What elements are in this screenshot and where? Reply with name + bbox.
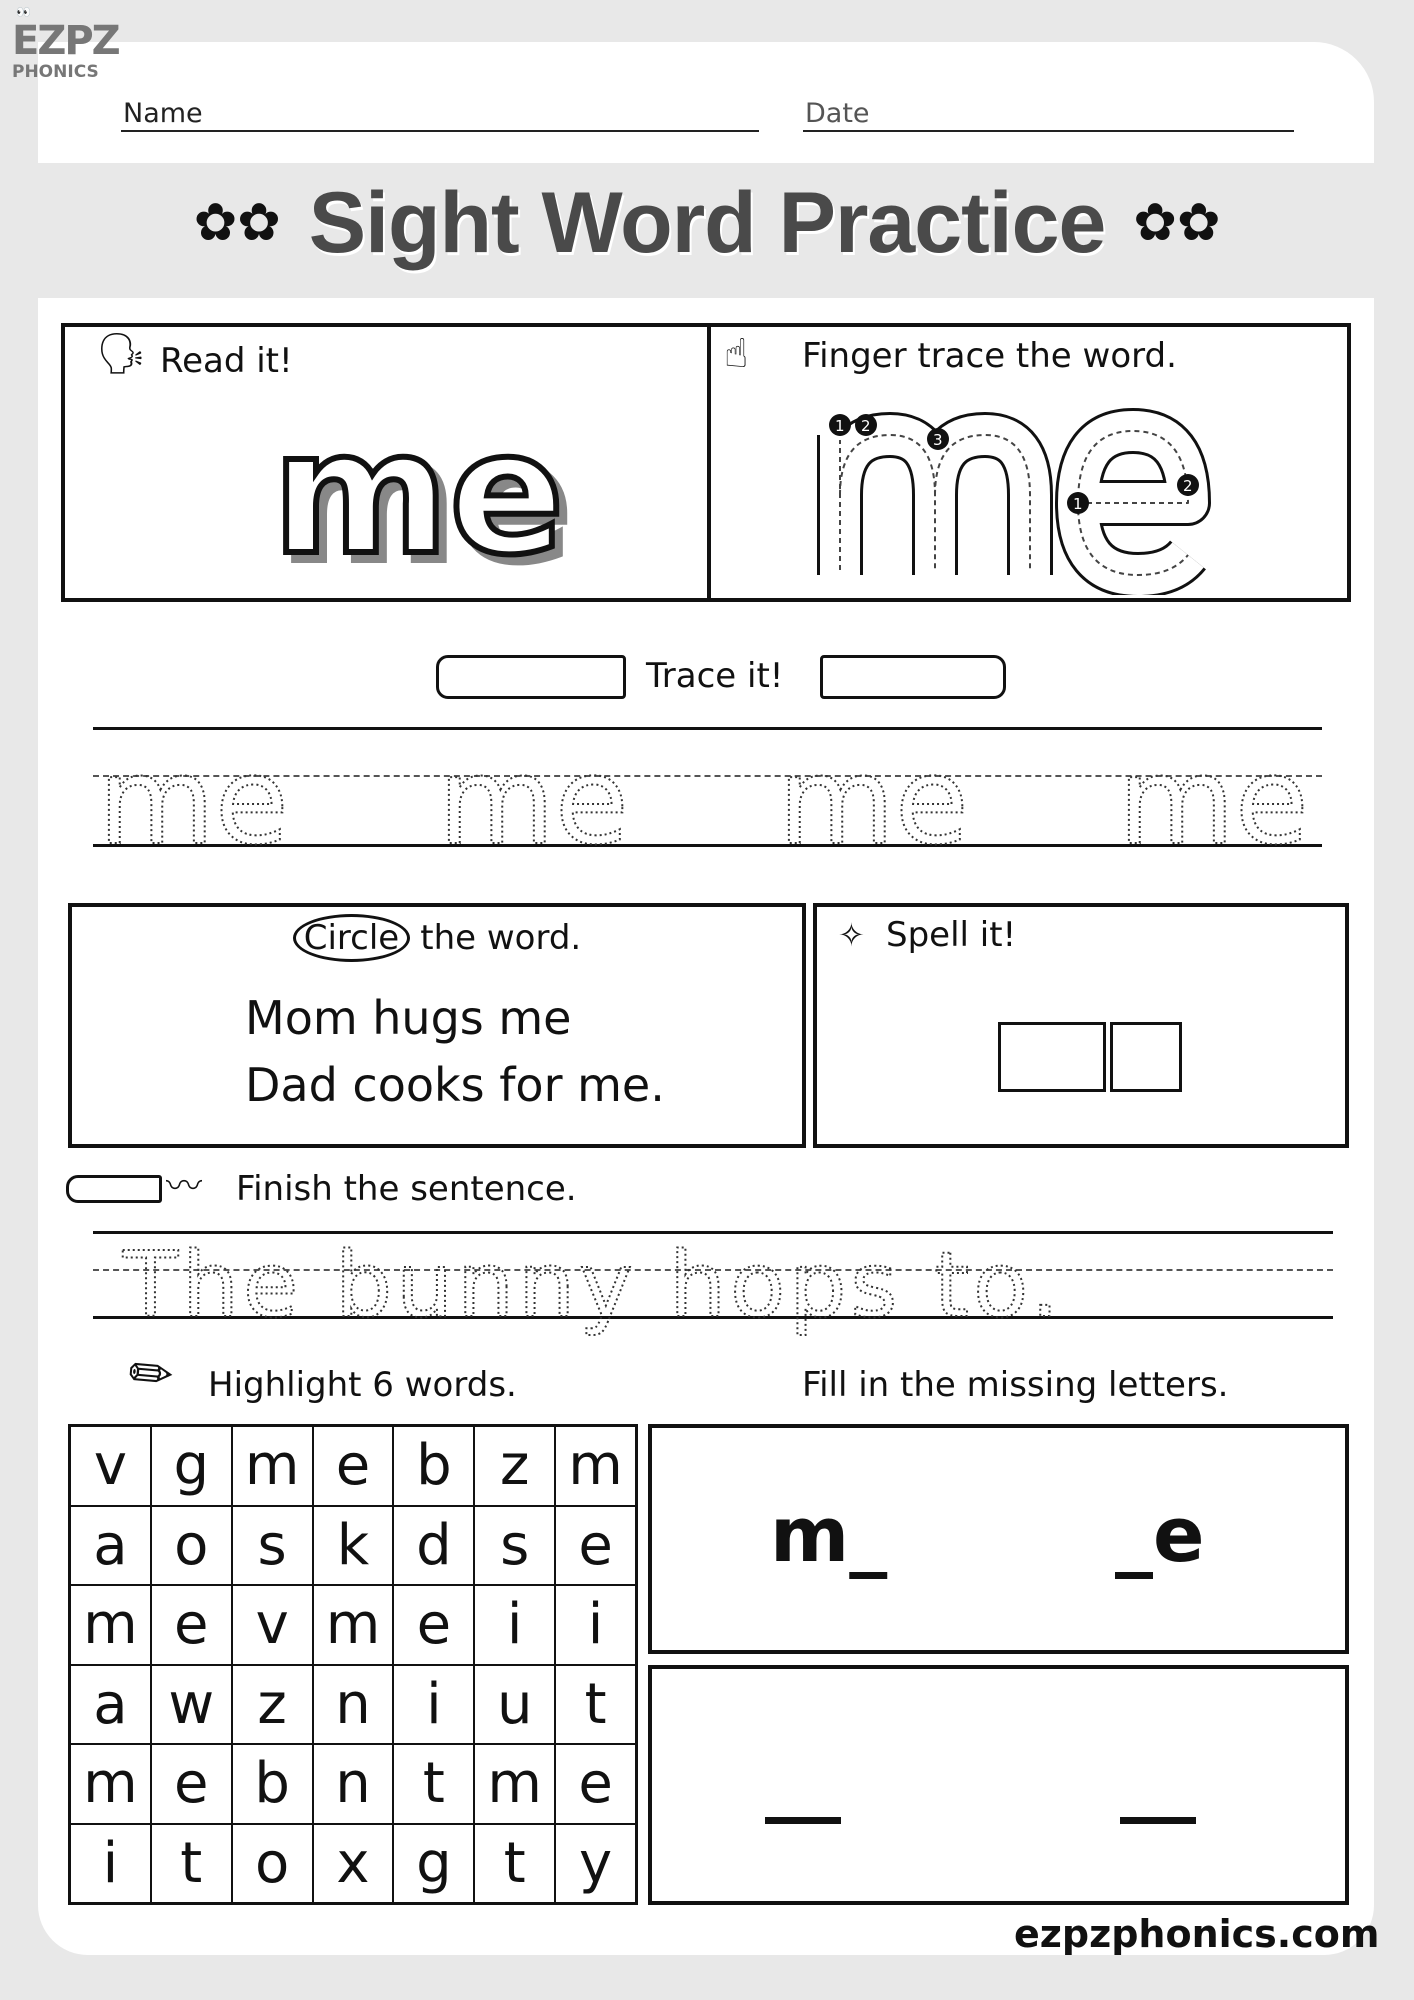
date-label: Date	[805, 98, 870, 129]
divider	[707, 323, 711, 602]
sentence[interactable]: Dad cooks for me.	[245, 1058, 665, 1112]
grid-cell[interactable]: e	[393, 1585, 474, 1665]
read-word-outlined	[240, 390, 640, 593]
grid-cell[interactable]: x	[313, 1824, 394, 1904]
grid-cell[interactable]: v	[232, 1585, 313, 1665]
grid-cell[interactable]: e	[555, 1744, 636, 1824]
grid-cell[interactable]: n	[313, 1665, 394, 1745]
grid-cell[interactable]: m	[232, 1426, 313, 1506]
finish-trace-sentence[interactable]	[93, 1225, 1333, 1345]
trace-words[interactable]	[93, 740, 1322, 850]
missing-box-1	[648, 1424, 1349, 1654]
header-card	[38, 42, 1374, 163]
pencil-icon	[436, 655, 626, 699]
grid-cell[interactable]: i	[555, 1585, 636, 1665]
step-number: 1	[835, 417, 845, 435]
grid-cell[interactable]: a	[70, 1506, 151, 1586]
missing-box-2	[648, 1665, 1349, 1905]
grid-cell[interactable]: i	[474, 1585, 555, 1665]
grid-cell[interactable]: e	[313, 1426, 394, 1506]
grid-cell[interactable]: m	[555, 1426, 636, 1506]
grid-cell[interactable]: g	[151, 1426, 232, 1506]
sentence[interactable]: Mom hugs me	[245, 991, 572, 1045]
logo	[12, 4, 119, 90]
grid-cell[interactable]: n	[313, 1744, 394, 1824]
title-row	[0, 168, 1414, 278]
step-number: 3	[933, 431, 943, 449]
trace-word: me	[778, 740, 969, 850]
grid-cell[interactable]: m	[313, 1585, 394, 1665]
finger-trace-word[interactable]	[810, 395, 1250, 595]
grid-cell[interactable]: a	[70, 1665, 151, 1745]
grid-cell[interactable]: m	[70, 1585, 151, 1665]
trace-word: me	[438, 740, 629, 850]
name-label: Name	[123, 98, 203, 129]
trace-sentence: The bunny hops to.	[123, 1233, 1064, 1338]
speaking-head-icon: 🗣	[96, 331, 147, 377]
grid-cell[interactable]: i	[393, 1665, 474, 1745]
footer-url[interactable]: ezpzphonics.com	[1014, 1912, 1380, 1956]
grid-cell[interactable]: u	[474, 1665, 555, 1745]
grid-cell[interactable]: z	[232, 1665, 313, 1745]
grid-cell[interactable]: m	[70, 1744, 151, 1824]
grid-cell[interactable]: z	[474, 1426, 555, 1506]
letter-box[interactable]	[1110, 1022, 1182, 1092]
grid-cell[interactable]: t	[393, 1744, 474, 1824]
read-it-label: Read it!	[160, 341, 293, 381]
grid-cell[interactable]: s	[232, 1506, 313, 1586]
flower-icon: ✿✿	[1133, 193, 1221, 253]
word-outline: me	[272, 395, 565, 593]
logo-eyes-icon: 👀	[16, 5, 41, 19]
grid-cell[interactable]: i	[70, 1824, 151, 1904]
highlighter-icon: ✎	[115, 1338, 188, 1412]
grid-cell[interactable]: y	[555, 1824, 636, 1904]
missing-word[interactable]: __	[1120, 1735, 1196, 1824]
step-number: 2	[1183, 477, 1193, 495]
sparkle-icon: ✧	[838, 916, 865, 954]
date-field[interactable]	[803, 130, 1294, 132]
name-field[interactable]	[121, 130, 759, 132]
word-search-grid	[68, 1424, 638, 1905]
circle-header	[68, 914, 806, 962]
missing-word[interactable]: m_	[770, 1490, 888, 1579]
finish-label: Finish the sentence.	[236, 1169, 577, 1209]
logo-subtext: PHONICS	[12, 62, 99, 82]
grid-cell[interactable]: o	[232, 1824, 313, 1904]
letter-box[interactable]	[998, 1022, 1106, 1092]
grid-cell[interactable]: b	[232, 1744, 313, 1824]
grid-cell[interactable]: k	[313, 1506, 394, 1586]
top-line	[93, 727, 1322, 730]
grid-cell[interactable]: t	[474, 1824, 555, 1904]
scribble-icon: 〰	[166, 1166, 203, 1207]
step-number: 2	[861, 417, 871, 435]
grid-cell[interactable]: g	[393, 1824, 474, 1904]
missing-word[interactable]: __	[765, 1735, 841, 1824]
pencil-icon	[66, 1175, 162, 1203]
grid-cell[interactable]: t	[151, 1824, 232, 1904]
trace-it-label: Trace it!	[646, 656, 784, 696]
grid-cell[interactable]: m	[474, 1744, 555, 1824]
grid-cell[interactable]: d	[393, 1506, 474, 1586]
missing-letters-label: Fill in the missing letters.	[802, 1365, 1229, 1405]
missing-word[interactable]: _e	[1115, 1490, 1205, 1579]
step-number: 1	[1073, 495, 1083, 513]
grid-cell[interactable]: v	[70, 1426, 151, 1506]
flower-icon: ✿✿	[193, 193, 281, 253]
page-title: Sight Word Practice	[308, 175, 1106, 271]
finger-trace-label: Finger trace the word.	[802, 336, 1177, 376]
grid-cell[interactable]: o	[151, 1506, 232, 1586]
grid-cell[interactable]: s	[474, 1506, 555, 1586]
spell-label: Spell it!	[886, 915, 1017, 955]
logo-text: EZPZ	[12, 18, 119, 64]
grid-cell[interactable]: e	[555, 1506, 636, 1586]
circle-label: the word.	[420, 918, 582, 958]
grid-cell[interactable]: t	[555, 1665, 636, 1745]
grid-cell[interactable]: b	[393, 1426, 474, 1506]
highlight-label: Highlight 6 words.	[208, 1365, 517, 1405]
pointing-finger-icon: ☝	[724, 331, 749, 377]
trace-word: me	[1118, 740, 1309, 850]
pencil-icon	[820, 655, 1006, 699]
trace-word: me	[98, 740, 289, 850]
grid-cell[interactable]: e	[151, 1585, 232, 1665]
grid-cell[interactable]: e	[151, 1744, 232, 1824]
grid-cell[interactable]: w	[151, 1665, 232, 1745]
circled-word-label: Circle	[293, 914, 410, 962]
